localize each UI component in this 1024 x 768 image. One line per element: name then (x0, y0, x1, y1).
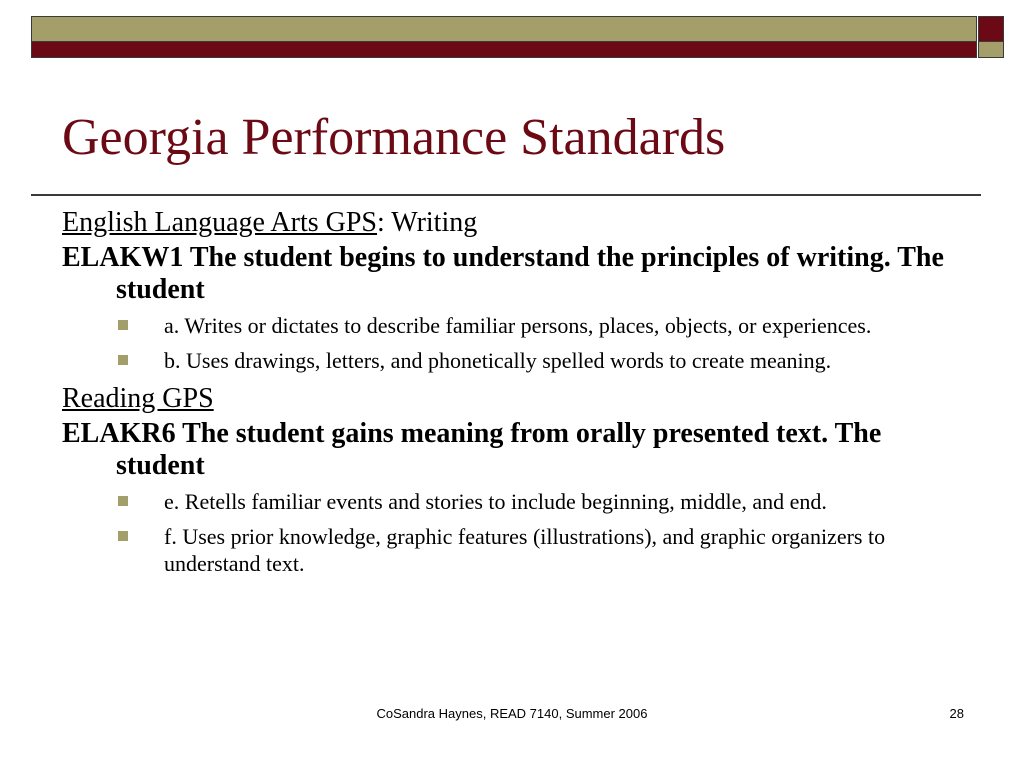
slide-body (62, 206, 962, 585)
bullet-text: b. Uses drawings, letters, and phonetically spelled words to create meaning. (164, 348, 832, 373)
page-number: 28 (949, 706, 964, 721)
section-link-reading-gps[interactable]: Reading GPS (62, 383, 214, 414)
bullet-text: f. Uses prior knowledge, graphic features (illustrations), and graphic organizers to understand text. (164, 524, 886, 576)
footer-credit: CoSandra Haynes, READ 7140, Summer 2006 (376, 706, 648, 721)
square-bullet-icon (118, 320, 128, 330)
square-bullet-icon (118, 496, 128, 506)
list-item (62, 488, 962, 515)
header-square-maroon (978, 16, 1004, 42)
section-link-ela-gps[interactable]: English Language Arts GPS (62, 207, 377, 238)
header-bar-maroon (31, 42, 977, 58)
standard-elakr6: ELAKR6 The student gains meaning from orally presented text. The student (62, 418, 882, 481)
square-bullet-icon (118, 355, 128, 365)
standard-elakw1: ELAKW1 The student begins to understand the principles of writing. The student (62, 242, 944, 305)
bullet-list-reading (62, 488, 962, 577)
list-item (62, 312, 962, 339)
list-item (62, 347, 962, 374)
title-divider (31, 194, 981, 196)
section-heading-reading (62, 382, 962, 416)
header-bar-olive (31, 16, 977, 42)
square-bullet-icon (118, 531, 128, 541)
section-heading-suffix: : Writing (377, 207, 478, 238)
list-item (62, 523, 962, 577)
bullet-list-writing (62, 312, 962, 374)
header-square-olive (978, 42, 1004, 58)
slide-title: Georgia Performance Standards (62, 109, 726, 166)
bullet-text: a. Writes or dictates to describe familiar persons, places, objects, or experiences. (164, 313, 872, 338)
bullet-text: e. Retells familiar events and stories to include beginning, middle, and end. (164, 489, 827, 514)
section-heading-writing (62, 206, 962, 240)
